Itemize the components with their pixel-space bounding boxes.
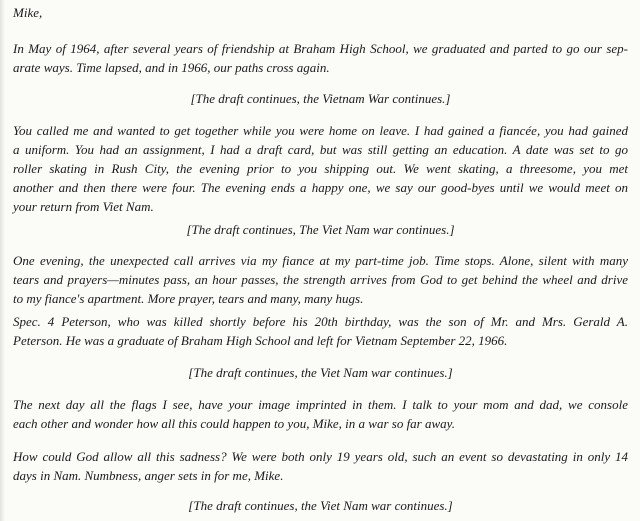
text-line: Spec. 4 Peterson, who was killed shortly before his 20th birthday, was the son of Mr. and Mrs. Gerald A. [13, 314, 628, 329]
text-line: You called me and wanted to get together while you were home on leave. I had gained a fiancée, you had gained [13, 123, 628, 138]
paragraph-graduation [13, 39, 628, 77]
text-line: In May of 1964, after several years of friendship at Braham High School, we graduated and parted to go our sep- [13, 41, 628, 56]
text-line: arate ways. Time lapsed, and in 1966, our paths cross again. [13, 60, 330, 75]
refrain-draft-continues: [The draft continues, The Viet Nam war continues.] [186, 222, 455, 237]
scan-edge-shadow [0, 0, 5, 521]
text-line: to my fiance's apartment. More prayer, tears and many, many hugs. [13, 291, 364, 306]
refrain-draft-continues: [The draft continues, the Vietnam War continues.] [190, 91, 451, 106]
text-line: Peterson. He was a graduate of Braham High School and left for Vietnam September 22, 1966. [13, 333, 508, 348]
text-line: tears and prayers—minutes pass, an hour passes, the strength arrives from God to get behind the wheel and drive [13, 272, 628, 287]
text-line: each other and wonder how all this could happen to you, Mike, in a war so far away. [13, 416, 455, 431]
text-line: One evening, the unexpected call arrives via my fiance at my part-time job. Time stops. Alone, silent with many [13, 253, 628, 268]
paragraph-unexpected-call [13, 251, 628, 308]
text-line: a uniform. You had an assignment, I had a draft card, but was still getting an education. A date was set to go [13, 142, 628, 157]
refrain-draft-continues: [The draft continues, the Viet Nam war continues.] [188, 498, 453, 513]
text-line: The next day all the flags I see, have your image imprinted in them. I talk to your mom and dad, we console [13, 397, 628, 412]
paragraph-home-on-leave [13, 121, 628, 216]
salutation: Mike, [13, 5, 43, 20]
text-line: days in Nam. Numbness, anger sets in for me, Mike. [13, 468, 284, 483]
refrain-draft-continues: [The draft continues, the Viet Nam war continues.] [188, 365, 453, 380]
text-line: How could God allow all this sadness? We were both only 19 years old, such an event so devastating in only 14 [13, 449, 628, 464]
text-line: your return from Viet Nam. [13, 199, 154, 214]
paragraph-sadness [13, 447, 628, 485]
paragraph-flags [13, 395, 628, 433]
text-line: another and then there were four. The evening ends a happy one, we say our good-byes until we would meet on [13, 180, 628, 195]
text-line: roller skating in Rush City, the evening prior to you shipping out. We went skating, a threesome, you met [13, 161, 628, 176]
paragraph-obituary [13, 312, 628, 350]
